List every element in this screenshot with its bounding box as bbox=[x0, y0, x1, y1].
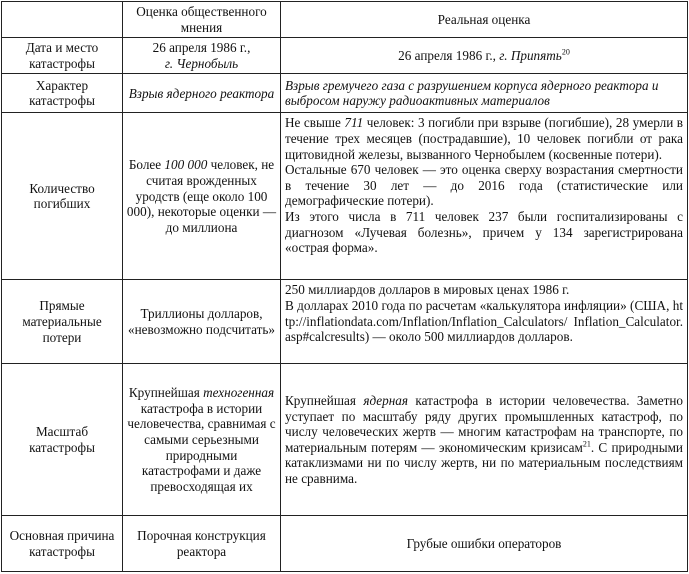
real-cell bbox=[281, 38, 688, 74]
header-col1 bbox=[2, 2, 123, 38]
public-post: катастрофа в истории человечества, сравнимая с самыми серьезными природными катастрофами и даже превосходящая их bbox=[127, 400, 276, 494]
real-p1-post: человек: 3 погибли при взрыве (погибшие), 28 умерли в течение трех месяцев (пострадавшие), 10 человек погибли от рака щитовидной железы, вызванного Чернобылем (косвенные потери). bbox=[285, 115, 683, 162]
row-scale bbox=[2, 364, 688, 516]
public-cell bbox=[123, 38, 281, 74]
real-italic: ядерная bbox=[363, 393, 409, 409]
real-place: г. Припять bbox=[499, 47, 562, 63]
public-cell bbox=[123, 364, 281, 516]
public-pre: Крупнейшая bbox=[128, 385, 204, 401]
header-real: Реальная оценка bbox=[281, 2, 688, 38]
comparison-table bbox=[1, 1, 688, 572]
public-pre: Более bbox=[128, 157, 165, 173]
row-deaths bbox=[2, 113, 688, 280]
public-cell: Порочная конструкция реактора bbox=[123, 516, 281, 572]
public-post: человек, не считая врожденных уродств (еще около 100 000), некоторые оценки — до миллиона bbox=[126, 157, 277, 235]
real-paragraph-3: Из этого числа в 711 человек 237 были госпитализированы с диагнозом «Лучевая болезнь», причем у 134 зарегистрирована «острая форма». bbox=[285, 208, 683, 256]
public-date: 26 апреля 1986 г., bbox=[152, 40, 251, 56]
public-cell bbox=[123, 113, 281, 280]
real-p1-number: 711 bbox=[344, 115, 364, 131]
real-paragraph-1 bbox=[285, 115, 683, 162]
row-label: Прямые материальные потери bbox=[2, 280, 123, 364]
real-pre: Крупнейшая bbox=[285, 393, 364, 409]
public-italic: техногенная bbox=[203, 385, 275, 401]
row-label: Масштаб катастрофы bbox=[2, 364, 123, 516]
real-cell bbox=[281, 364, 688, 516]
row-label: Основная причина катастрофы bbox=[2, 516, 123, 572]
row-nature bbox=[2, 74, 688, 113]
real-cell: Взрыв гремучего газа с разрушением корпуса ядерного реактора и выбросом наружу радиоактивных материалов bbox=[281, 74, 688, 113]
real-cell: Грубые ошибки операторов bbox=[281, 516, 688, 572]
real-cell bbox=[281, 280, 688, 364]
row-losses bbox=[2, 280, 688, 364]
header-public: Оценка общественного мнения bbox=[123, 2, 281, 38]
real-paragraph-2: В долларах 2010 года по расчетам «калькулятора инфляции» (США, http://inflationdata.com/Inflation/Inflation_Calculators/ Inflation_Calculator.asp#calcresults) — около 500 миллиардов долларов. bbox=[285, 297, 683, 345]
footnote-ref: 20 bbox=[561, 47, 570, 57]
public-place: г. Чернобыль bbox=[164, 55, 239, 71]
footnote-ref: 21 bbox=[582, 439, 591, 449]
real-paragraph-1: 250 миллиардов долларов в мировых ценах 1986 г. bbox=[285, 282, 570, 298]
row-label: Дата и место катастрофы bbox=[2, 38, 123, 74]
real-cell bbox=[281, 113, 688, 280]
public-cell: Взрыв ядерного реактора bbox=[123, 74, 281, 113]
real-mid: катастрофа в истории человечества. Заметно уступает по масштабу ряду других промышленных катастроф, по числу человеческих жертв — многим катастрофам на транспорте, по материальным потерям — экономическим кризисам bbox=[285, 393, 683, 455]
row-label: Количество погибших bbox=[2, 113, 123, 280]
row-date bbox=[2, 38, 688, 74]
row-label: Характер катастрофы bbox=[2, 74, 123, 113]
row-cause bbox=[2, 516, 688, 572]
real-p1-pre: Не свыше bbox=[285, 115, 345, 131]
real-paragraph-2: Остальные 670 человек — это оценка сверху возрастания смертности в течение 30 лет — до 2016 года (статистические или демографические потери). bbox=[285, 162, 683, 209]
public-number: 100 000 bbox=[164, 157, 208, 173]
header-row bbox=[2, 2, 688, 38]
public-cell: Триллионы долларов, «невозможно подсчитать» bbox=[123, 280, 281, 364]
real-date: 26 апреля 1986 г., bbox=[398, 47, 500, 63]
real-post: . С природными катаклизмами ни по числу жертв, ни по материальным последствиям не сравнима. bbox=[285, 439, 683, 487]
